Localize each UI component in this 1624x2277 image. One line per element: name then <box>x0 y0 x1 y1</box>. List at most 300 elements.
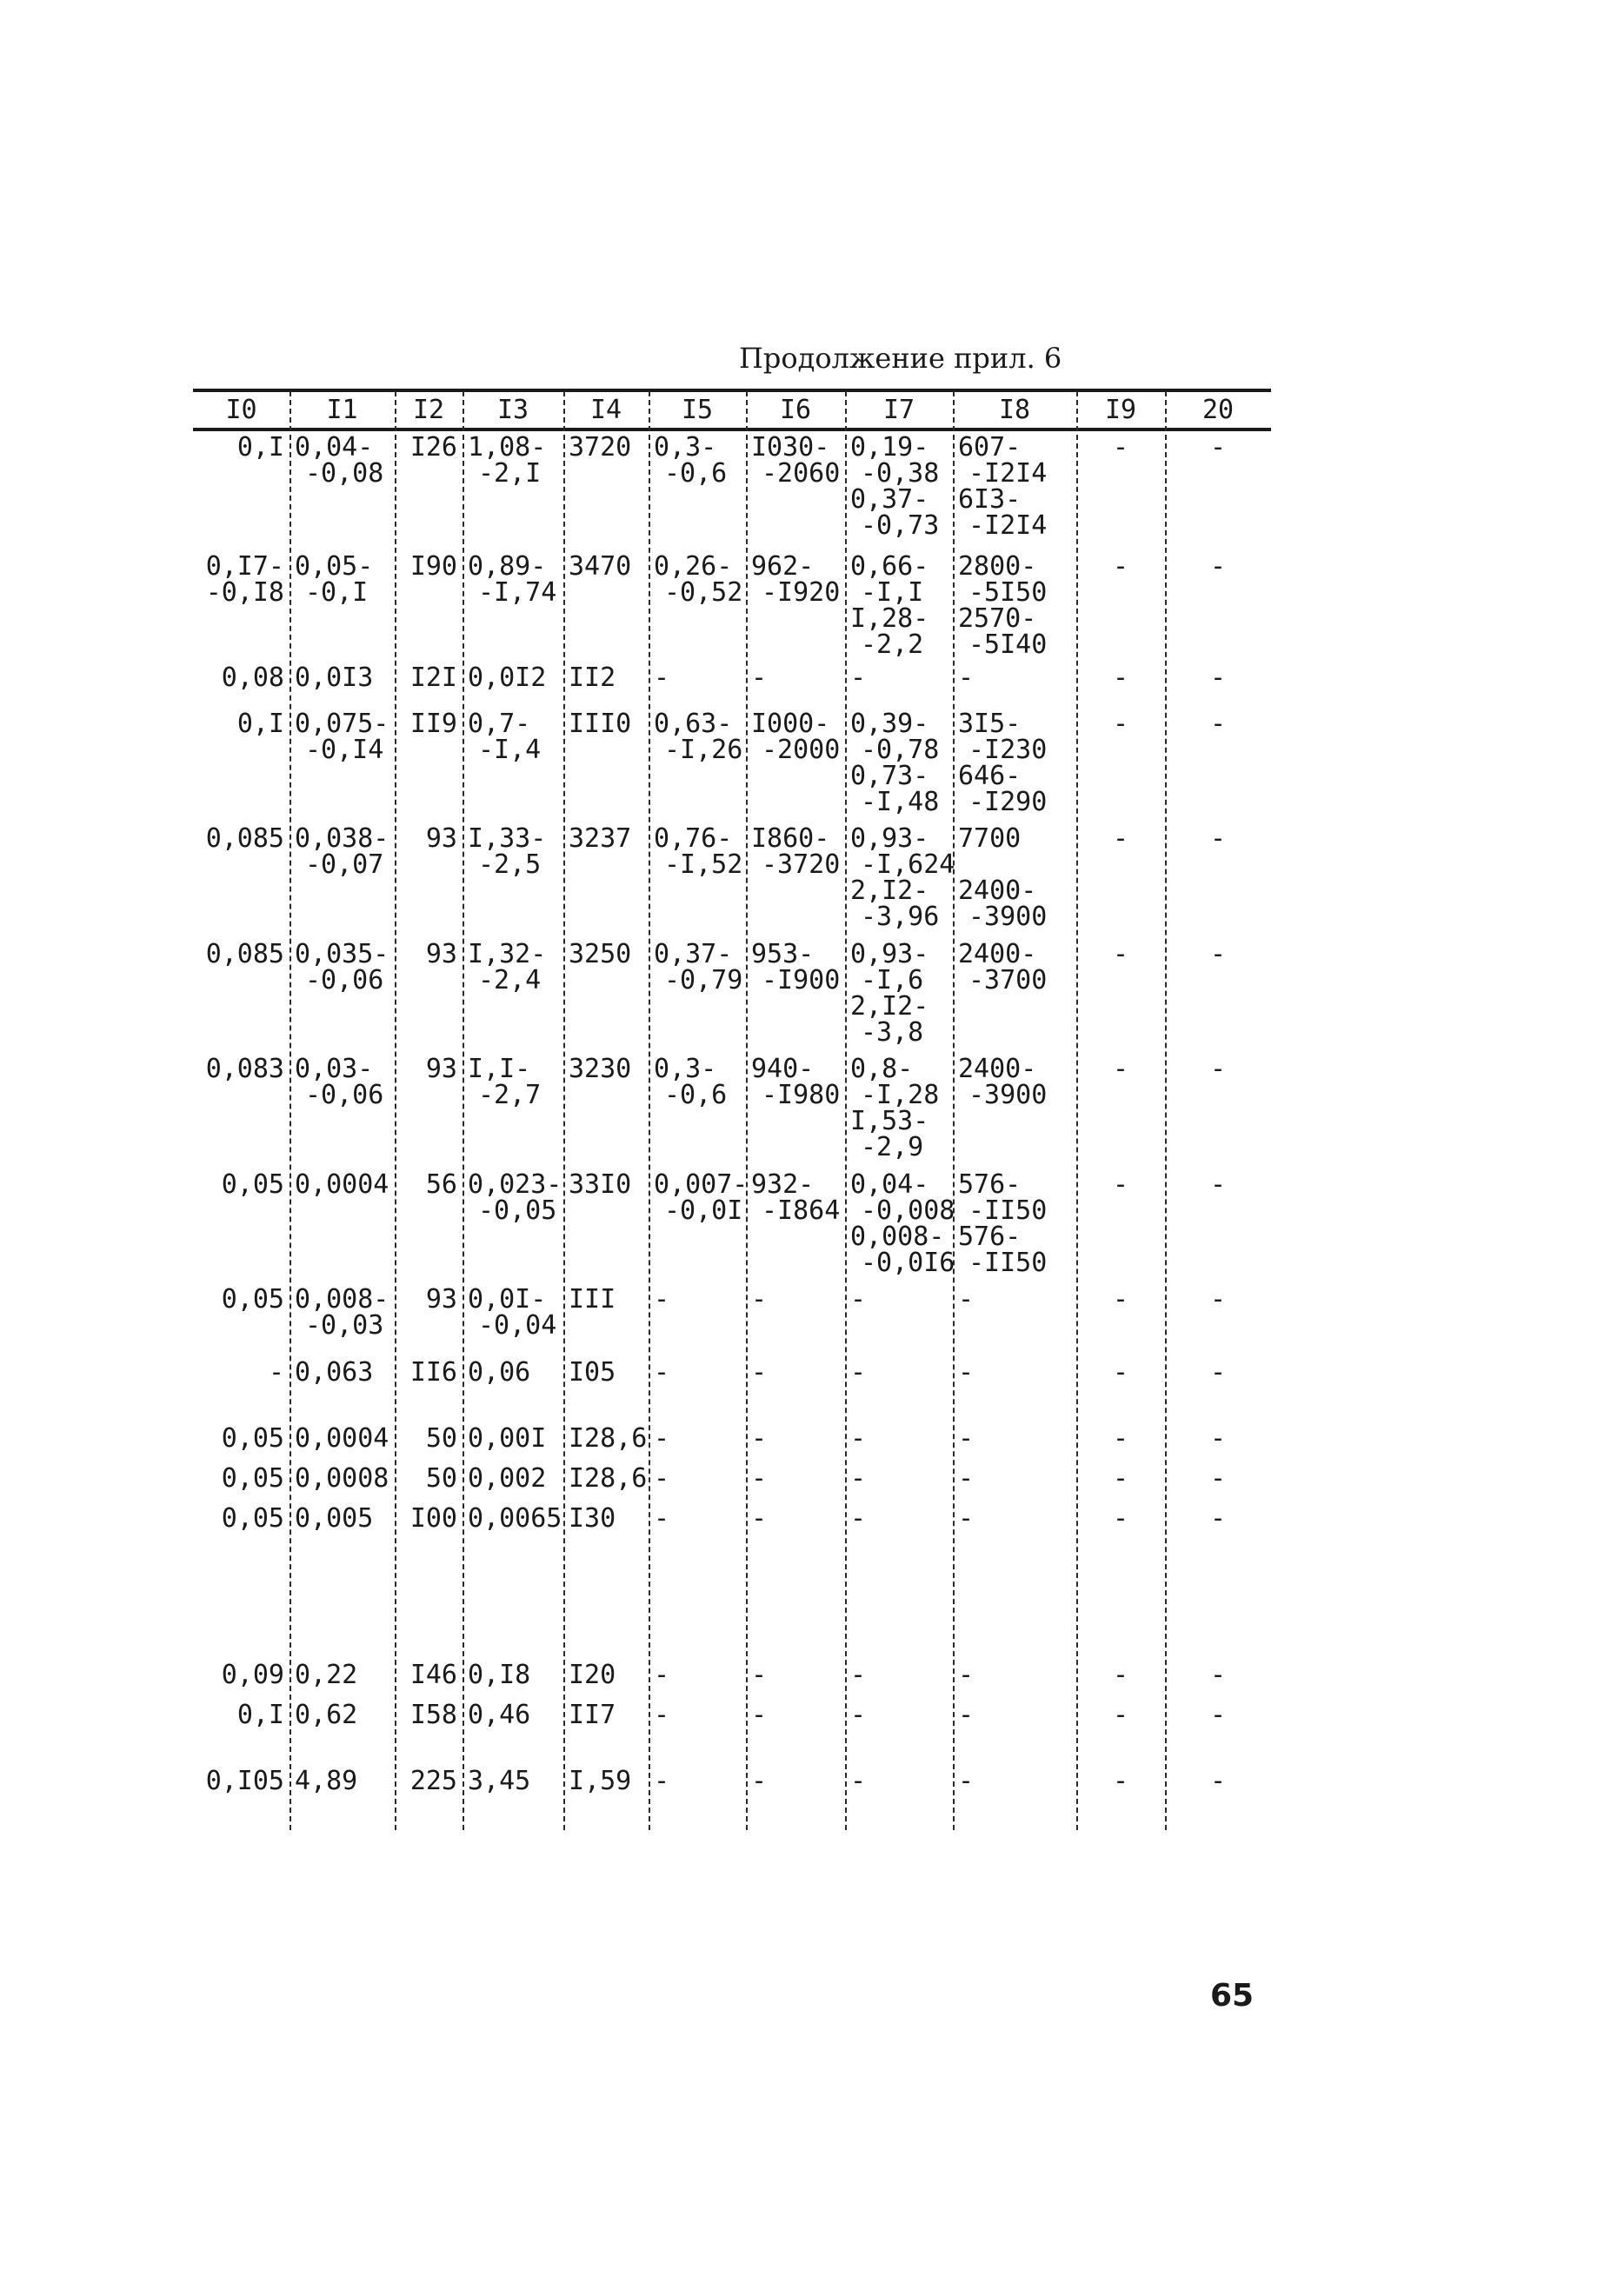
table-cell <box>958 1768 1071 1794</box>
column-header-I9: I9 <box>1104 395 1137 425</box>
cell-line: -0,03 <box>305 1310 384 1341</box>
cell-line: -0,52 <box>664 577 743 608</box>
table-cell <box>400 1056 457 1082</box>
cell-line: -5I40 <box>968 629 1048 660</box>
cell-line: -I,6 <box>861 965 924 995</box>
column-header-20: 20 <box>1201 395 1235 425</box>
cell-line: 0,085 <box>205 939 284 969</box>
cell-line: -3,8 <box>861 1017 924 1048</box>
cell-line: 3470 <box>569 551 632 582</box>
table-cell <box>958 1284 1071 1315</box>
table-cell <box>751 1662 840 1688</box>
cell-line: 2570- <box>958 603 1037 634</box>
table-cell <box>198 1768 284 1794</box>
cell-line: II9 <box>409 709 457 739</box>
column-divider <box>563 391 565 1830</box>
column-divider <box>290 391 291 1830</box>
cell-line: - <box>1209 1503 1227 1534</box>
column-header-I4: I4 <box>589 395 622 425</box>
table-cell <box>654 1463 741 1494</box>
table-cell <box>958 1503 1071 1534</box>
table-cell <box>1170 551 1266 582</box>
table-cell <box>295 823 389 880</box>
table-cell <box>400 939 457 969</box>
table-cell <box>1170 711 1266 737</box>
cell-line: 93 <box>425 939 457 969</box>
cell-line: 0,8- <box>850 1054 914 1084</box>
cell-line: 962- <box>751 551 815 582</box>
cell-line: -0,05 <box>478 1195 557 1226</box>
column-divider <box>746 391 748 1830</box>
cell-line: 2400- <box>958 1054 1037 1084</box>
table-cell <box>198 1423 284 1454</box>
cell-line: - <box>654 1660 670 1690</box>
table-cell <box>400 1357 457 1388</box>
table-cell <box>751 1503 840 1534</box>
cell-line: 3250 <box>569 939 632 969</box>
table-cell <box>1170 1357 1266 1388</box>
table-cell <box>958 1662 1071 1688</box>
cell-line: -2,4 <box>478 965 542 995</box>
cell-line: I,33- <box>468 823 547 854</box>
table-cell <box>1170 432 1266 463</box>
cell-line: 0,76- <box>654 823 733 854</box>
cell-line: -0,I8 <box>205 577 284 608</box>
table-cell <box>569 1503 643 1534</box>
table-cell <box>569 1284 643 1315</box>
cell-line: -I230 <box>968 735 1048 765</box>
cell-line: - <box>654 1423 670 1454</box>
cell-line: - <box>654 1766 670 1796</box>
cell-line: 0,22 <box>295 1660 358 1690</box>
table-cell <box>468 1463 558 1494</box>
cell-line: I28,6 <box>569 1423 648 1454</box>
cell-line: 0,I <box>236 1700 284 1730</box>
cell-line: 50 <box>425 1423 457 1454</box>
table-cell <box>1082 1284 1160 1315</box>
table-cell <box>654 823 743 880</box>
cell-line: -I2I4 <box>968 510 1048 541</box>
cell-line: -3900 <box>968 902 1048 932</box>
cell-line: 0,05 <box>221 1423 284 1454</box>
table-cell <box>654 1423 741 1454</box>
cell-line: 3237 <box>569 823 632 854</box>
cell-line: 0,035- <box>295 939 389 969</box>
cell-line: - <box>751 1357 768 1388</box>
table-cell <box>654 662 741 693</box>
table-cell <box>1082 1768 1160 1794</box>
column-header-I2: I2 <box>412 395 445 425</box>
table-cell <box>850 1056 948 1161</box>
cell-line: -II50 <box>968 1195 1048 1226</box>
cell-line: 0,I <box>236 709 284 739</box>
cell-line: - <box>1209 1284 1227 1315</box>
cell-line: 0,I8 <box>468 1660 531 1690</box>
cell-line: - <box>958 1503 975 1534</box>
cell-line: 3230 <box>569 1054 632 1084</box>
cell-line: - <box>654 1700 670 1730</box>
cell-line: 33I0 <box>569 1169 632 1200</box>
table-cell <box>958 1056 1071 1109</box>
cell-line: 1,08- <box>468 432 547 463</box>
cell-line: I000- <box>751 709 830 739</box>
cell-line: I30 <box>569 1503 616 1534</box>
table-cell <box>569 1702 643 1728</box>
table-cell <box>295 432 389 489</box>
cell-line: 0,I7- <box>205 551 284 582</box>
cell-line: 0,73- <box>850 761 929 791</box>
table-cell <box>958 432 1071 541</box>
table-cell <box>1082 711 1160 737</box>
table-cell <box>295 1284 389 1341</box>
table-cell <box>850 551 948 660</box>
table-cell <box>958 1423 1071 1454</box>
table-cell <box>468 551 558 608</box>
cell-line: - <box>751 1423 768 1454</box>
cell-line: I2I <box>409 662 457 693</box>
table-cell <box>958 1169 1071 1278</box>
cell-line: -I,48 <box>861 787 940 817</box>
table-cell <box>751 823 841 880</box>
cell-line: - <box>1209 939 1227 969</box>
cell-line: II6 <box>409 1357 457 1388</box>
cell-line: -0,6 <box>664 1080 728 1110</box>
table-cell <box>295 1357 389 1388</box>
table-cell <box>295 662 389 693</box>
table-cell <box>654 551 743 608</box>
cell-line: 6I3- <box>958 484 1022 515</box>
table-cell <box>198 1284 284 1315</box>
cell-line: 576- <box>958 1169 1022 1200</box>
table-cell <box>1082 1056 1160 1082</box>
cell-line: 0,62 <box>295 1700 358 1730</box>
cell-line: -I,I <box>861 577 924 608</box>
cell-line: - <box>1112 1284 1129 1315</box>
cell-line: -I864 <box>762 1195 841 1226</box>
table-cell <box>569 1169 643 1200</box>
cell-line: 0,I <box>236 432 284 463</box>
table-cell <box>958 551 1071 660</box>
cell-line: I90 <box>409 551 457 582</box>
column-divider <box>463 391 464 1830</box>
table-cell <box>295 1702 389 1728</box>
cell-line: 0,05 <box>221 1169 284 1200</box>
table-cell <box>850 823 955 932</box>
table-cell <box>654 1284 741 1315</box>
cell-line: 0,083 <box>205 1054 284 1084</box>
column-divider <box>649 391 650 1830</box>
cell-line: -I,26 <box>664 735 743 765</box>
table-cell <box>751 1056 840 1109</box>
table-cell <box>400 1662 457 1688</box>
table-cell <box>654 711 741 763</box>
table-cell <box>850 1702 948 1728</box>
cell-line: - <box>958 662 975 693</box>
cell-line: - <box>1209 1054 1227 1084</box>
cell-line: - <box>850 1766 867 1796</box>
cell-line: 0,023- <box>468 1169 562 1200</box>
cell-line: I00 <box>409 1503 457 1534</box>
table-cell <box>1082 1662 1160 1688</box>
cell-line: -0,73 <box>861 510 940 541</box>
table-cell <box>1170 1423 1266 1454</box>
cell-line: - <box>1209 662 1227 693</box>
cell-line: 93 <box>425 823 457 854</box>
cell-line: -I920 <box>762 577 841 608</box>
cell-line: I05 <box>569 1357 616 1388</box>
cell-line: - <box>654 1284 670 1315</box>
table-cell <box>198 711 284 737</box>
column-divider <box>845 391 847 1830</box>
cell-line: - <box>1209 1463 1227 1494</box>
cell-line: - <box>958 1463 975 1494</box>
cell-line: I26 <box>409 432 457 463</box>
table-cell <box>400 1503 457 1534</box>
table-cell <box>198 939 284 969</box>
table-cell <box>569 939 643 969</box>
cell-line: - <box>1112 432 1129 463</box>
cell-line: - <box>1209 1660 1227 1690</box>
cell-line: - <box>654 662 670 693</box>
cell-line: 0,002 <box>468 1463 547 1494</box>
table-cell <box>569 662 643 693</box>
table-cell <box>468 1284 558 1341</box>
cell-line: 0,37- <box>850 484 929 515</box>
table-cell <box>295 939 389 995</box>
cell-line: - <box>850 1503 867 1534</box>
cell-line: 0,63- <box>654 709 733 739</box>
table-cell <box>1170 1284 1266 1315</box>
cell-line: - <box>1112 1660 1129 1690</box>
cell-line: 0,00I <box>468 1423 547 1454</box>
cell-line: I,53- <box>850 1106 929 1136</box>
cell-line: 0,03- <box>295 1054 374 1084</box>
cell-line: 0,0I- <box>468 1284 547 1315</box>
cell-line: I28,6 <box>569 1463 648 1494</box>
cell-line: - <box>850 1700 867 1730</box>
cell-line: -2000 <box>762 735 841 765</box>
column-header-I3: I3 <box>496 395 529 425</box>
cell-line: 7700 <box>958 823 1022 854</box>
cell-line: -2,2 <box>861 629 924 660</box>
cell-line: - <box>850 1357 867 1388</box>
cell-line: 940- <box>751 1054 815 1084</box>
cell-line: - <box>1112 1766 1129 1796</box>
table-cell <box>198 1463 284 1494</box>
cell-line: - <box>751 1503 768 1534</box>
table-cell <box>1082 1702 1160 1728</box>
cell-line: - <box>850 1423 867 1454</box>
table-cell <box>850 939 948 1048</box>
cell-line: 0,37- <box>654 939 733 969</box>
table-cell <box>468 1662 558 1688</box>
cell-line: - <box>654 1357 670 1388</box>
table-cell <box>1170 823 1266 854</box>
table-cell <box>400 1169 457 1200</box>
cell-line: -I,28 <box>861 1080 940 1110</box>
cell-line: -0,06 <box>305 1080 384 1110</box>
table-cell <box>468 711 558 763</box>
cell-line: - <box>1112 1463 1129 1494</box>
table-cell <box>198 1169 284 1200</box>
table-cell <box>400 1702 457 1728</box>
table-cell <box>198 551 284 608</box>
cell-line: - <box>654 1503 670 1534</box>
cell-line: 2400- <box>958 939 1037 969</box>
cell-line: 0,05 <box>221 1284 284 1315</box>
table-cell <box>468 432 558 489</box>
table-cell <box>850 1423 948 1454</box>
table-cell <box>468 1423 558 1454</box>
column-header-I0: I0 <box>225 395 257 425</box>
table-cell <box>198 823 284 854</box>
cell-line: 607- <box>958 432 1022 463</box>
cell-line: -I,4 <box>478 735 542 765</box>
table-cell <box>751 551 841 608</box>
table-cell <box>198 1702 284 1728</box>
cell-line: I46 <box>409 1660 457 1690</box>
table-cell <box>850 432 948 541</box>
cell-line: II2 <box>569 662 616 693</box>
table-cell <box>569 823 643 854</box>
cell-line: 0,08 <box>221 662 284 693</box>
table-cell <box>198 432 284 463</box>
cell-line: 0,06 <box>468 1357 531 1388</box>
table-cell <box>468 1768 558 1794</box>
table-cell <box>751 1423 840 1454</box>
cell-line: 0,0I2 <box>468 662 547 693</box>
cell-line: - <box>1112 1357 1129 1388</box>
table-cell <box>295 711 389 763</box>
cell-line: - <box>850 1660 867 1690</box>
cell-line: 93 <box>425 1054 457 1084</box>
cell-line: 0,005 <box>295 1503 374 1534</box>
table-cell <box>569 432 643 463</box>
cell-line: - <box>1112 662 1129 693</box>
cell-line: -3900 <box>968 1080 1048 1110</box>
cell-line: 0,26- <box>654 551 733 582</box>
cell-line: 0,04- <box>295 432 374 463</box>
table-cell <box>1170 662 1266 693</box>
cell-line: - <box>850 1463 867 1494</box>
cell-line: - <box>1112 939 1129 969</box>
cell-line: 0,008- <box>295 1284 389 1315</box>
table-cell <box>468 1503 562 1534</box>
table-cell <box>198 1056 284 1082</box>
cell-line: - <box>850 1284 867 1315</box>
table-cell <box>751 662 840 693</box>
column-divider <box>1165 391 1167 1830</box>
table-cell <box>751 1702 840 1728</box>
cell-line: -0,08 <box>305 458 384 489</box>
cell-line: -3700 <box>968 965 1048 995</box>
cell-line: - <box>1209 1700 1227 1730</box>
cell-line: 0,19- <box>850 432 929 463</box>
table-cell <box>198 1662 284 1688</box>
table-cell <box>400 1284 457 1315</box>
cell-line: - <box>1112 1169 1129 1200</box>
table-cell <box>295 1169 389 1200</box>
table-cell <box>654 939 743 995</box>
cell-line: - <box>1209 1766 1227 1796</box>
table-cell <box>654 1768 741 1794</box>
cell-line: - <box>751 1463 768 1494</box>
cell-line: - <box>654 1463 670 1494</box>
cell-line: 0,39- <box>850 709 929 739</box>
table-cell <box>850 1662 948 1688</box>
cell-line: 0,3- <box>654 432 717 463</box>
table-top-rule <box>193 389 1271 392</box>
cell-line: 2800- <box>958 551 1037 582</box>
table-cell <box>400 1768 457 1794</box>
cell-line: I,I- <box>468 1054 531 1084</box>
table-cell <box>569 1357 643 1388</box>
cell-line: - <box>1209 1357 1227 1388</box>
cell-line: 3I5- <box>958 709 1022 739</box>
cell-line: 0,I05 <box>205 1766 284 1796</box>
cell-line: - <box>958 1766 975 1796</box>
table-cell <box>751 939 841 995</box>
table-header-rule <box>193 428 1271 431</box>
cell-line: 2400- <box>958 876 1037 906</box>
cell-line: 0,0008 <box>295 1463 389 1494</box>
cell-line: II7 <box>569 1700 616 1730</box>
cell-line: 0,09 <box>221 1660 284 1690</box>
table-cell <box>958 662 1071 693</box>
table-cell <box>569 551 643 582</box>
table-cell <box>751 1463 840 1494</box>
cell-line: - <box>1112 823 1129 854</box>
cell-line: -I,624 <box>861 849 955 880</box>
cell-line: -2,7 <box>478 1080 542 1110</box>
cell-line: 225 <box>409 1766 457 1796</box>
table-cell <box>1170 1169 1266 1200</box>
cell-line: 3,45 <box>468 1766 531 1796</box>
cell-line: 0,04- <box>850 1169 929 1200</box>
table-cell <box>751 1768 840 1794</box>
cell-line: - <box>751 1284 768 1315</box>
table-cell <box>1170 1463 1266 1494</box>
table-cell <box>295 1503 389 1534</box>
cell-line: I,28- <box>850 603 929 634</box>
table-cell <box>569 1463 648 1494</box>
cell-line: 0,93- <box>850 823 929 854</box>
table-cell <box>295 1662 389 1688</box>
cell-line: 0,05 <box>221 1503 284 1534</box>
table-cell <box>958 939 1071 995</box>
table-cell <box>1082 662 1160 693</box>
cell-line: 0,0004 <box>295 1423 389 1454</box>
cell-line: 56 <box>425 1169 457 1200</box>
table-cell <box>198 1357 284 1388</box>
cell-line: 0,46 <box>468 1700 531 1730</box>
cell-line: -0,I4 <box>305 735 384 765</box>
table-cell <box>400 823 457 854</box>
cell-line: 93 <box>425 1284 457 1315</box>
table-cell <box>958 1463 1071 1494</box>
column-header-I1: I1 <box>326 395 358 425</box>
cell-line: 953- <box>751 939 815 969</box>
cell-line: -0,06 <box>305 965 384 995</box>
cell-line: - <box>958 1700 975 1730</box>
table-cell <box>1170 939 1266 969</box>
cell-line: I030- <box>751 432 830 463</box>
cell-line: 0,93- <box>850 939 929 969</box>
table-cell <box>1082 551 1160 582</box>
table-cell <box>1170 1503 1266 1534</box>
cell-line: - <box>958 1357 975 1388</box>
table-cell <box>1082 823 1160 854</box>
